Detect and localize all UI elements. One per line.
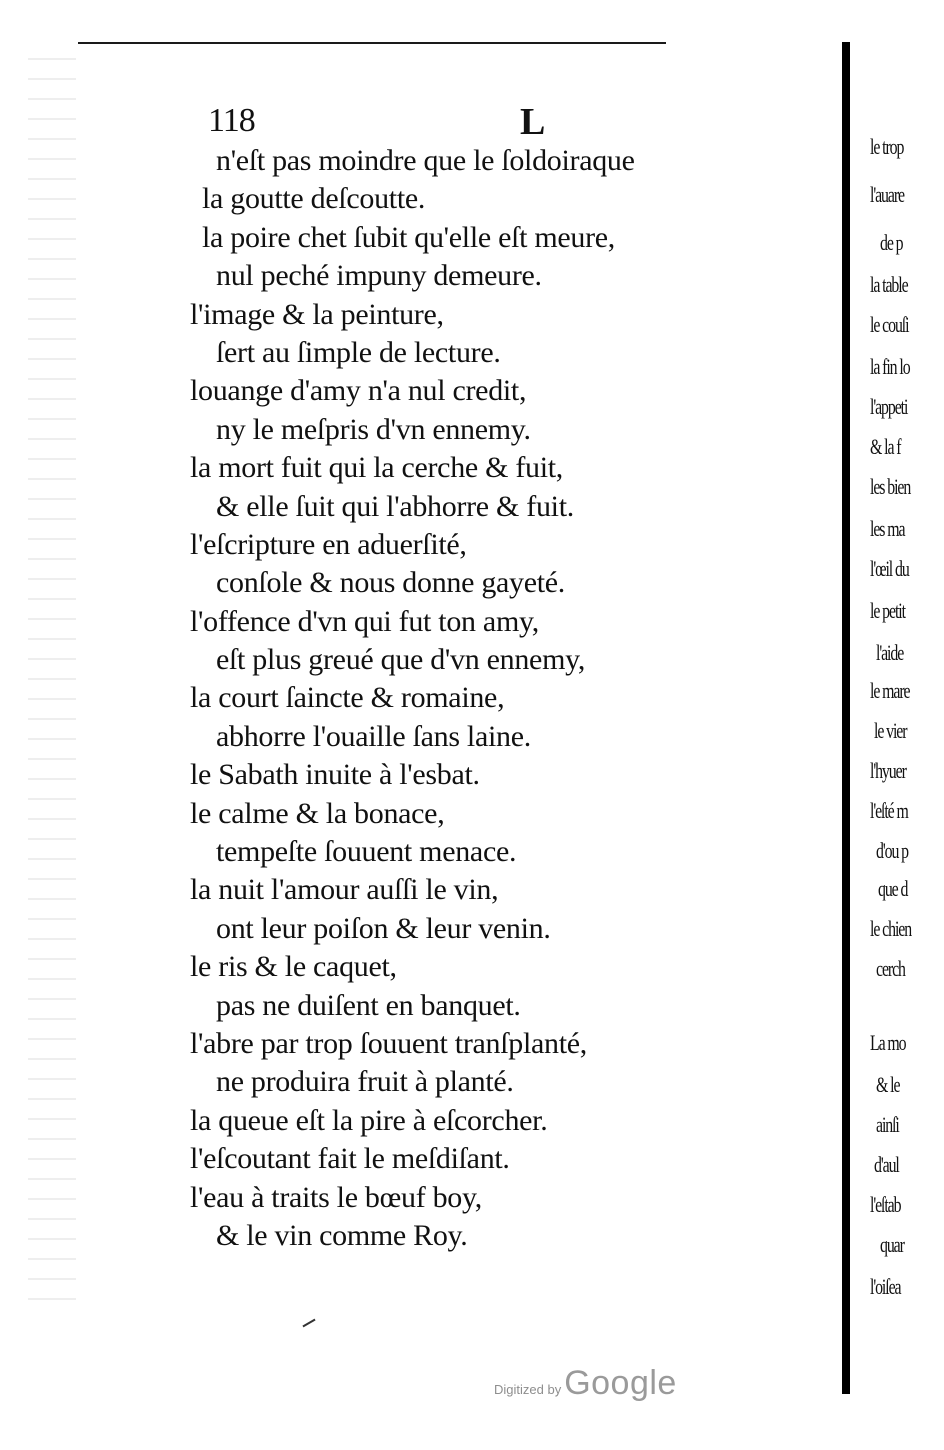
text-line: l'abre par trop ſouuent tranſplanté, (190, 1026, 587, 1060)
text-line: le Sabath inuite à l'esbat. (190, 758, 480, 792)
text-line: ont leur poiſon & leur venin. (216, 911, 551, 945)
margin-note: l'hyuer (870, 758, 906, 783)
margin-note: cerch (876, 956, 905, 981)
text-line: & elle ſuit qui l'abhorre & fuit. (216, 489, 574, 523)
text-line: la poire chet ſubit qu'elle eſt meure, (202, 220, 616, 254)
margin-note: l'appeti (870, 394, 908, 419)
text-line: l'eau à traits le bœuf boy, (190, 1180, 482, 1214)
margin-note: l'aide (876, 640, 904, 665)
text-line: tempeſte ſouuent menace. (216, 835, 517, 869)
margin-note: l'eſté m (870, 798, 908, 823)
next-page-margin (852, 42, 944, 1394)
margin-note: d'aul (874, 1152, 899, 1177)
margin-note: La mo (870, 1030, 906, 1055)
stray-ink-mark (302, 1319, 315, 1328)
text-line: la court ſaincte & romaine, (190, 681, 505, 715)
margin-note: & la f (870, 434, 901, 459)
margin-note: l'eſtab (870, 1192, 901, 1217)
margin-note: le petit (870, 598, 905, 623)
text-line: ny le meſpris d'vn ennemy. (216, 412, 531, 446)
page-number: 118 (208, 102, 255, 139)
margin-note: de p (880, 230, 903, 255)
text-line: la nuit l'amour auſſi le vin, (190, 873, 499, 907)
margin-note: la table (870, 272, 908, 297)
margin-note: l'oiſea (870, 1274, 901, 1299)
margin-note: que d (878, 876, 908, 901)
text-line: l'eſcoutant fait le meſdiſant. (190, 1142, 510, 1176)
text-line: la mort fuit qui la cerche & fuit, (190, 451, 564, 485)
text-line: abhorre l'ouaille ſans laine. (216, 719, 531, 753)
text-line: le calme & la bonace, (190, 796, 445, 830)
left-gutter-shadow (28, 40, 76, 1300)
text-line: & le vin comme Roy. (216, 1218, 468, 1252)
digitized-by-label: Digitized by (494, 1382, 562, 1397)
margin-note: la fin lo (870, 354, 910, 379)
digitized-footer (494, 1364, 677, 1404)
margin-note: les ma (870, 516, 905, 541)
margin-note: le trop (870, 134, 904, 159)
text-line: pas ne duiſent en banquet. (216, 988, 521, 1022)
text-line: conſole & nous donne gayeté. (216, 566, 566, 600)
margin-note: quar (880, 1232, 904, 1257)
margin-note: ainſi (876, 1112, 899, 1137)
margin-note: le chien (870, 916, 912, 941)
margin-note: le couſi (870, 312, 909, 337)
margin-note: d'ou p (876, 838, 909, 863)
text-line: eſt plus greué que d'vn ennemy, (216, 643, 586, 677)
text-line: louange d'amy n'a nul credit, (190, 374, 527, 408)
running-head: L (520, 101, 546, 143)
text-line: l'image & la peinture, (190, 297, 444, 331)
margin-note: le vier (874, 718, 907, 743)
text-line: ne produira fruit à planté. (216, 1065, 514, 1099)
google-logo: Google (564, 1364, 677, 1402)
text-line: n'eſt pas moindre que le ſoldoiraque (216, 144, 635, 177)
page-header (208, 102, 568, 144)
margin-note: & le (876, 1072, 900, 1097)
text-line: nul peché impuny demeure. (216, 259, 542, 293)
proverb-text-block (190, 142, 830, 1255)
margin-note: l'œil du (870, 556, 909, 581)
top-rule (78, 42, 666, 44)
text-line: la goutte deſcoutte. (202, 182, 426, 216)
text-line: la queue eſt la pire à eſcorcher. (190, 1103, 548, 1137)
text-line: l'eſcripture en aduerſité, (190, 527, 467, 561)
margin-note: les bien (870, 474, 911, 499)
text-line: le ris & le caquet, (190, 950, 397, 984)
text-line: l'offence d'vn qui fut ton amy, (190, 604, 539, 638)
text-line: ſert au ſimple de lecture. (216, 335, 501, 369)
margin-note: le mare (870, 678, 910, 703)
margin-note: l'auare (870, 182, 904, 207)
page-edge-divider (842, 42, 850, 1394)
